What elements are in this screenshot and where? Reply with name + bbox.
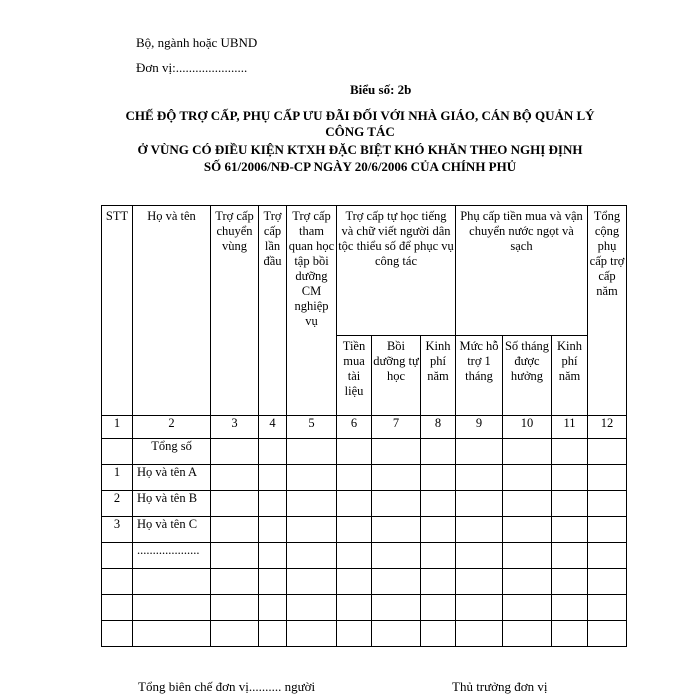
table-cell	[372, 595, 421, 621]
staff-count-label: Tổng biên chế đơn vị.......... người	[138, 679, 316, 694]
table-cell	[588, 517, 627, 543]
title-line-4: SỐ 61/2006/NĐ-CP NGÀY 20/6/2006 CỦA CHÍNH PHỦ	[203, 159, 517, 174]
title-line-1: CHẾ ĐỘ TRỢ CẤP, PHỤ CẤP ƯU ĐÃI ĐỐI VỚI NHÀ GIÁO, CÁN BỘ QUẢN LÝ	[125, 108, 595, 123]
row-stt: 2	[102, 491, 133, 517]
row-name	[133, 595, 211, 621]
form-number: Biểu số: 2b	[350, 82, 412, 97]
table-cell	[259, 439, 287, 465]
row-name	[133, 569, 211, 595]
table-cell	[372, 439, 421, 465]
header-annual-cost-1: Kinh phí năm	[421, 336, 456, 416]
title-line-3: Ở VÙNG CÓ ĐIỀU KIỆN KTXH ĐẶC BIỆT KHÓ KHĂN THEO NGHỊ ĐỊNH	[137, 142, 583, 157]
table-cell	[503, 569, 552, 595]
row-name: Họ và tên A	[133, 465, 211, 491]
table-cell	[259, 517, 287, 543]
table-cell	[421, 517, 456, 543]
table-cell	[552, 543, 588, 569]
header-water-group: Phụ cấp tiền mua và vận chuyển nước ngọt và sạch	[456, 206, 588, 336]
table-cell	[588, 491, 627, 517]
table-cell	[503, 439, 552, 465]
table-cell	[456, 621, 503, 647]
table-cell	[503, 491, 552, 517]
col-number: 3	[211, 416, 259, 439]
table-cell	[372, 517, 421, 543]
table-cell	[211, 517, 259, 543]
table-cell	[337, 439, 372, 465]
col-number: 11	[552, 416, 588, 439]
table-cell	[372, 543, 421, 569]
col-number: 4	[259, 416, 287, 439]
table-cell	[503, 543, 552, 569]
table-cell	[588, 569, 627, 595]
table-cell	[372, 491, 421, 517]
table-row	[102, 517, 627, 543]
header-training-allowance: Trợ cấp tham quan học tập bồi dưỡng CM nghiệp vụ	[287, 206, 337, 416]
table-cell	[456, 517, 503, 543]
header-name: Họ và tên	[133, 206, 211, 416]
table-cell	[372, 569, 421, 595]
col-number: 5	[287, 416, 337, 439]
table-row	[102, 439, 627, 465]
header-stt: STT	[102, 206, 133, 416]
table-cell	[372, 465, 421, 491]
table-cell	[337, 569, 372, 595]
row-stt: 3	[102, 517, 133, 543]
table-cell	[337, 543, 372, 569]
table-cell	[588, 595, 627, 621]
table-cell	[211, 621, 259, 647]
table-cell	[503, 517, 552, 543]
row-name: Tổng số	[133, 439, 211, 465]
table-cell	[259, 621, 287, 647]
table-cell	[421, 621, 456, 647]
col-number: 12	[588, 416, 627, 439]
table-cell	[211, 543, 259, 569]
table-cell	[259, 465, 287, 491]
unit-label: Đơn vị:......................	[136, 60, 248, 75]
table-cell	[259, 491, 287, 517]
table-cell	[588, 621, 627, 647]
table-cell	[287, 517, 337, 543]
table-cell	[211, 491, 259, 517]
table-cell	[421, 543, 456, 569]
table-cell	[287, 595, 337, 621]
table-cell	[503, 595, 552, 621]
table-cell	[287, 569, 337, 595]
row-stt	[102, 621, 133, 647]
col-number: 8	[421, 416, 456, 439]
table-row	[102, 465, 627, 491]
table-row	[102, 543, 627, 569]
table-cell	[337, 465, 372, 491]
table-row	[102, 595, 627, 621]
table-cell	[456, 595, 503, 621]
row-stt	[102, 595, 133, 621]
header-language-group: Trợ cấp tự học tiếng và chữ viết người dân tộc thiểu số để phục vụ công tác	[337, 206, 456, 336]
header-materials: Tiền mua tài liệu	[337, 336, 372, 416]
row-stt	[102, 439, 133, 465]
table-cell	[287, 439, 337, 465]
table-cell	[259, 543, 287, 569]
row-stt	[102, 543, 133, 569]
allowance-table	[101, 205, 627, 647]
col-number: 6	[337, 416, 372, 439]
table-cell	[552, 439, 588, 465]
table-cell	[552, 569, 588, 595]
col-number: 7	[372, 416, 421, 439]
row-stt	[102, 569, 133, 595]
row-stt: 1	[102, 465, 133, 491]
table-cell	[211, 569, 259, 595]
col-number: 1	[102, 416, 133, 439]
table-row	[102, 491, 627, 517]
header-transfer-allowance: Trợ cấp chuyển vùng	[211, 206, 259, 416]
row-name	[133, 621, 211, 647]
row-name: Họ và tên C	[133, 517, 211, 543]
table-cell	[456, 465, 503, 491]
col-number: 9	[456, 416, 503, 439]
header-row-1	[102, 206, 627, 336]
table-row	[102, 569, 627, 595]
table-cell	[456, 491, 503, 517]
col-number: 2	[133, 416, 211, 439]
table-cell	[552, 621, 588, 647]
table-cell	[337, 517, 372, 543]
table-cell	[211, 595, 259, 621]
table-cell	[211, 439, 259, 465]
title-line-2: CÔNG TÁC	[325, 124, 395, 139]
table-cell	[503, 621, 552, 647]
table-cell	[259, 569, 287, 595]
table-cell	[552, 491, 588, 517]
table-cell	[456, 543, 503, 569]
table-cell	[503, 465, 552, 491]
header-monthly-support: Mức hỗ trợ 1 tháng	[456, 336, 503, 416]
table-cell	[337, 621, 372, 647]
table-cell	[456, 569, 503, 595]
table-cell	[287, 491, 337, 517]
table-cell	[211, 465, 259, 491]
row-name: ....................	[133, 543, 211, 569]
header-annual-cost-2: Kinh phí năm	[552, 336, 588, 416]
table-cell	[456, 439, 503, 465]
col-number: 10	[503, 416, 552, 439]
table-cell	[588, 439, 627, 465]
table-cell	[421, 595, 456, 621]
header-months: Số tháng được hưởng	[503, 336, 552, 416]
table-cell	[287, 465, 337, 491]
table-cell	[552, 465, 588, 491]
column-number-row	[102, 416, 627, 439]
table-cell	[421, 569, 456, 595]
table-row	[102, 621, 627, 647]
header-self-study: Bồi dưỡng tự học	[372, 336, 421, 416]
table-cell	[552, 595, 588, 621]
table-cell	[588, 465, 627, 491]
table-cell	[588, 543, 627, 569]
table-cell	[372, 621, 421, 647]
header-first-allowance: Trợ cấp lần đầu	[259, 206, 287, 416]
table-cell	[421, 491, 456, 517]
table-cell	[421, 465, 456, 491]
table-cell	[259, 595, 287, 621]
table-cell	[421, 439, 456, 465]
org-label: Bộ, ngành hoặc UBND	[136, 35, 258, 50]
table-cell	[337, 491, 372, 517]
row-name: Họ và tên B	[133, 491, 211, 517]
table-cell	[287, 621, 337, 647]
header-total: Tổng cộng phụ cấp trợ cấp năm	[588, 206, 627, 416]
table-cell	[337, 595, 372, 621]
unit-head-label: Thủ trưởng đơn vị	[452, 679, 548, 694]
table-cell	[287, 543, 337, 569]
table-cell	[552, 517, 588, 543]
